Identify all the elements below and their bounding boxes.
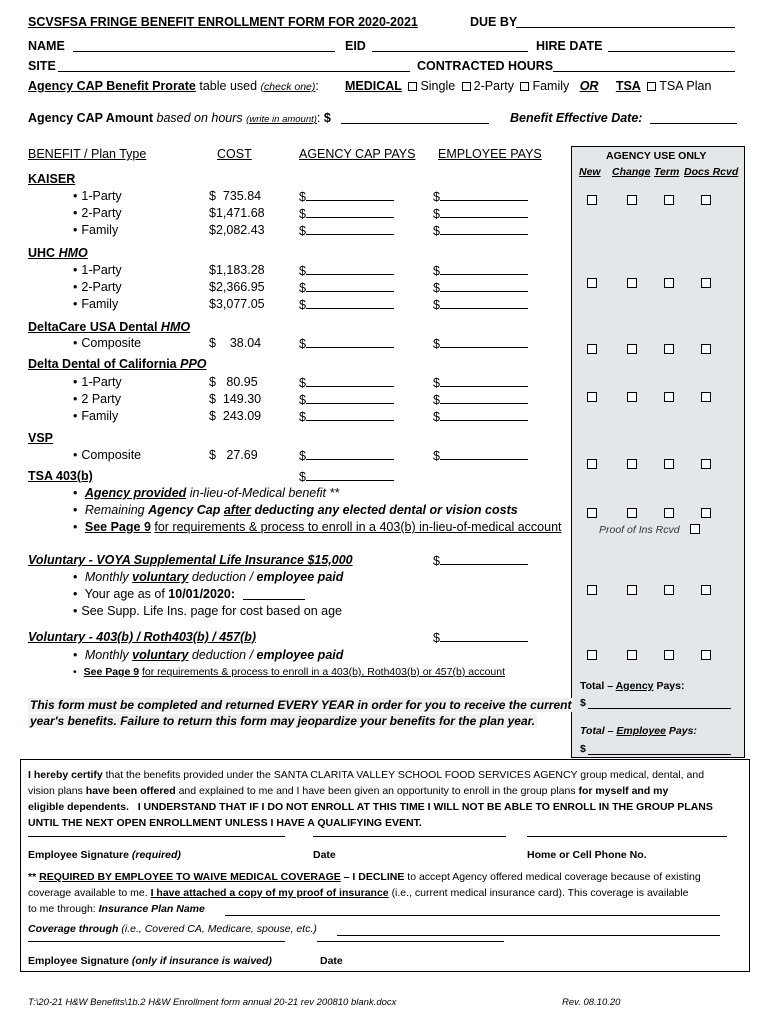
voya-new-checkbox[interactable] [587, 585, 597, 595]
certify-line-1-a: I hereby certify [28, 769, 103, 781]
certify-line-1 [28, 769, 704, 781]
uhc-row-cost: $1,183.28 [209, 263, 265, 277]
col-docs: Docs Rcvd [684, 166, 739, 178]
kaiser-new-checkbox[interactable] [587, 195, 597, 205]
vol403-line-2 [73, 666, 505, 678]
waive-line-1 [28, 871, 701, 883]
amount-line[interactable] [306, 448, 394, 460]
amount-line[interactable] [440, 553, 528, 565]
total-employee-field[interactable] [588, 743, 731, 755]
kaiser-row-label: • 2-Party [73, 206, 122, 220]
vol403-line-1-d: employee paid [256, 648, 344, 662]
employee-pays-field[interactable] [433, 336, 528, 351]
uhc-change-checkbox[interactable] [627, 278, 637, 288]
vsp-row-cost: $ 27.69 [209, 448, 258, 462]
tsa-docs-checkbox[interactable] [701, 508, 711, 518]
vol403-docs-checkbox[interactable] [701, 650, 711, 660]
waive-line-1-a: ** [28, 871, 37, 883]
signature-line-2[interactable] [28, 941, 285, 942]
amount-line[interactable] [440, 448, 528, 460]
uhc-new-checkbox[interactable] [587, 278, 597, 288]
dollar-sign: $ [299, 410, 306, 424]
total-agency-dollar: $ [580, 697, 586, 709]
amount-line[interactable] [306, 392, 394, 404]
total-agency-field[interactable] [588, 697, 731, 709]
kaiser-row-cost: $ 735.84 [209, 189, 262, 203]
dollar-sign: $ [433, 224, 440, 238]
tsa-line-2-d: deducting any elected dental or vision costs [254, 503, 518, 517]
family-label: Family [532, 79, 570, 93]
hire-date-label: HIRE DATE [536, 39, 603, 53]
delta-ca-docs-checkbox[interactable] [701, 392, 711, 402]
two-party-label: 2-Party [473, 79, 514, 93]
voya-line-2 [73, 587, 235, 601]
agency-use-title: AGENCY USE ONLY [606, 150, 707, 162]
tsa-line-2-a: Remaining [84, 503, 145, 517]
voya-line-2-c: : [230, 587, 236, 601]
amount-line[interactable] [440, 263, 528, 275]
tsa-line-3-b: for requirements & process to enroll in a 403(b) in-lieu-of-medical account [154, 520, 562, 534]
site-label: SITE [28, 59, 56, 73]
waive-line-2 [28, 887, 688, 899]
amount-line[interactable] [306, 297, 394, 309]
voya-line-1-b: voluntary [132, 570, 189, 584]
uhc-term-checkbox[interactable] [664, 278, 674, 288]
signature-line-1[interactable] [28, 836, 285, 837]
certify-line-3 [28, 801, 713, 813]
uhc-title-a: UHC [28, 246, 56, 260]
agency-pays-field[interactable] [299, 392, 394, 407]
col-employee-header: EMPLOYEE PAYS [438, 147, 542, 161]
dollar-sign: $ [299, 207, 306, 221]
dollar-sign: $ [299, 470, 306, 484]
agency-pays-field[interactable] [299, 375, 394, 390]
cap-amount-field[interactable] [341, 112, 489, 124]
employee-pays-field[interactable] [433, 223, 528, 238]
vol403-line-1-b: voluntary [132, 648, 189, 662]
delta-ca-row-cost: $ 149.30 [209, 392, 262, 406]
vol403-line-2-a: See Page 9 [83, 666, 140, 678]
tsa-line-1-a: Agency provided [84, 486, 187, 500]
medical-options [345, 79, 711, 93]
delta-ca-row-label: • Family [73, 409, 118, 423]
agency-pays-field[interactable] [299, 336, 394, 351]
waive-line-1-d: to accept Agency offered medical coverage because of existing [407, 871, 701, 883]
footer-rev: Rev. 08.10.20 [562, 997, 621, 1008]
delta-ca-row-label: • 2 Party [73, 392, 121, 406]
uhc-row-cost: $2,366.95 [209, 280, 265, 294]
employee-pays-field[interactable] [433, 280, 528, 295]
kaiser-term-checkbox[interactable] [664, 195, 674, 205]
certify-line-1-b: that the benefits provided under the SANTA CLARITA VALLEY SCHOOL FOOD SERVICES AGENCY group medical, dental, and [105, 769, 705, 781]
dollar-sign: $ [299, 376, 306, 390]
cap-amount-dollar: $ [323, 111, 331, 125]
col-plan-header: BENEFIT / Plan Type [28, 147, 147, 161]
check-one-note: (check one) [260, 81, 316, 93]
dollar-sign: $ [299, 393, 306, 407]
vsp-new-checkbox[interactable] [587, 459, 597, 469]
two-party-checkbox[interactable] [462, 82, 471, 91]
voya-line-1-d: employee paid [256, 570, 344, 584]
dollar-sign: $ [433, 207, 440, 221]
tsa-line-2-c: after [223, 503, 251, 517]
waive-line-4-b: (i.e., Covered CA, Medicare, spouse, etc.) [121, 923, 317, 935]
employee-pays-field[interactable] [433, 263, 528, 278]
dollar-sign: $ [433, 281, 440, 295]
amount-line[interactable] [306, 336, 394, 348]
amount-line[interactable] [306, 280, 394, 292]
notice-line-2: year's benefits. Failure to return this form may jeopardize your benefits for the plan year. [30, 714, 535, 728]
vol403-line-2-b: for requirements & process to enroll in a 403(b), Roth403(b) or 457(b) account [141, 666, 506, 678]
waive-line-2-b: I have attached a copy of my proof of insurance [150, 887, 389, 899]
delta-ca-row-cost: $ 243.09 [209, 409, 262, 423]
tsa-title: TSA 403(b) [28, 469, 93, 483]
dollar-sign: $ [433, 554, 440, 568]
dollar-sign: $ [299, 298, 306, 312]
vsp-change-checkbox[interactable] [627, 459, 637, 469]
kaiser-docs-checkbox[interactable] [701, 195, 711, 205]
delta-ca-new-checkbox[interactable] [587, 392, 597, 402]
amount-line[interactable] [440, 336, 528, 348]
employee-pays-field[interactable] [433, 189, 528, 204]
tsa-plan-checkbox[interactable] [647, 82, 656, 91]
hire-date-field[interactable] [608, 40, 735, 52]
amount-line[interactable] [440, 223, 528, 235]
total-employee-prefix: Total – [580, 725, 614, 737]
total-employee-suffix: Pays: [668, 725, 697, 737]
certify-line-2-d: for myself and my [578, 785, 669, 797]
employee-pays-field[interactable] [433, 392, 528, 407]
total-agency-prefix: Total – [580, 680, 614, 692]
signature-label-2-a: Employee Signature [28, 955, 129, 967]
amount-line[interactable] [306, 223, 394, 235]
certify-line-2 [28, 785, 668, 797]
amount-line[interactable] [440, 392, 528, 404]
uhc-title [28, 246, 88, 260]
phone-line[interactable] [527, 836, 727, 837]
date-label-2: Date [320, 955, 343, 967]
write-in-note: (write in amount) [246, 114, 317, 125]
signature-label-2 [28, 955, 272, 967]
employee-pays-field[interactable] [433, 409, 528, 424]
certify-line-2-a: vision plans [28, 785, 83, 797]
insurance-plan-field[interactable] [225, 904, 720, 916]
vsp-term-checkbox[interactable] [664, 459, 674, 469]
dollar-sign: $ [299, 224, 306, 238]
vsp-title: VSP [28, 431, 54, 445]
delta-ca-title-b: PPO [180, 357, 207, 371]
amount-line[interactable] [306, 206, 394, 218]
uhc-row-cost: $3,077.05 [209, 297, 265, 311]
uhc-row-label: • 1-Party [73, 263, 122, 277]
voya-line-3: • See Supp. Life Ins. page for cost based on age [73, 604, 342, 618]
certify-line-4: UNTIL THE NEXT OPEN ENROLLMENT UNLESS I HAVE A QUALIFYING EVENT. [28, 817, 422, 829]
total-agency-word: Agency [615, 680, 654, 692]
col-change: Change [612, 166, 651, 178]
kaiser-title: KAISER [28, 172, 76, 186]
dollar-sign: $ [299, 190, 306, 204]
cap-prorate-rest: table used [199, 79, 258, 93]
kaiser-change-checkbox[interactable] [627, 195, 637, 205]
delta-ca-change-checkbox[interactable] [627, 392, 637, 402]
waive-line-2-a: coverage available to me. [28, 887, 148, 899]
cap-prorate-label: Agency CAP Benefit Prorate [28, 79, 196, 93]
effective-date-label: Benefit Effective Date: [510, 111, 643, 125]
vol403-new-checkbox[interactable] [587, 650, 597, 660]
dollar-sign: $ [299, 449, 306, 463]
dollar-sign: $ [433, 264, 440, 278]
amount-line[interactable] [440, 297, 528, 309]
dollar-sign: $ [433, 449, 440, 463]
eid-field[interactable] [372, 40, 528, 52]
dollar-sign: $ [433, 190, 440, 204]
uhc-row-label: • 2-Party [73, 280, 122, 294]
cap-amount-rest: based on hours [156, 111, 243, 125]
signature-label-1-a: Employee Signature [28, 849, 129, 861]
amount-line[interactable] [306, 409, 394, 421]
uhc-title-b: HMO [58, 246, 88, 260]
due-by-label: DUE BY [470, 15, 518, 29]
certify-line-2-b: have been offered [85, 785, 176, 797]
waive-line-4-a: Coverage through [28, 923, 119, 935]
tsa-change-checkbox[interactable] [627, 508, 637, 518]
agency-pays-field[interactable] [299, 297, 394, 312]
kaiser-row-cost: $1,471.68 [209, 206, 265, 220]
dollar-sign: $ [433, 376, 440, 390]
vol403-line-1-a: Monthly [84, 648, 129, 662]
certify-line-2-c: and explained to me and I have been given an opportunity to enroll in the group plans [178, 785, 576, 797]
amount-line[interactable] [306, 469, 394, 481]
total-agency-suffix: Pays: [656, 680, 685, 692]
agency-pays-field[interactable] [299, 223, 394, 238]
waive-line-3-b: Insurance Plan Name [98, 903, 205, 915]
tsa-plan-label: TSA Plan [659, 79, 712, 93]
col-term: Term [654, 166, 680, 178]
employee-pays-field[interactable] [433, 206, 528, 221]
vol403-change-checkbox[interactable] [627, 650, 637, 660]
waive-line-1-c: – I DECLINE [343, 871, 405, 883]
amount-line[interactable] [440, 280, 528, 292]
employee-pays-field[interactable] [433, 553, 528, 568]
or-label: OR [579, 79, 599, 93]
waive-line-3 [28, 903, 205, 915]
signature-label-2-b: (only if insurance is waived) [131, 955, 272, 967]
total-employee-label [580, 725, 697, 737]
medical-label: MEDICAL [345, 79, 402, 93]
phone-label: Home or Cell Phone No. [527, 849, 647, 861]
voya-docs-checkbox[interactable] [701, 585, 711, 595]
deltacare-row-cost: $ 38.04 [209, 336, 262, 350]
amount-line[interactable] [440, 189, 528, 201]
amount-line[interactable] [306, 263, 394, 275]
signature-label-1 [28, 849, 181, 861]
age-field[interactable] [243, 588, 305, 600]
waive-line-3-a: to me through: [28, 903, 96, 915]
col-new: New [579, 166, 601, 178]
deltacare-row-label: • Composite [73, 336, 141, 350]
waive-line-1-b: REQUIRED BY EMPLOYEE TO WAIVE MEDICAL COVERAGE [39, 871, 341, 883]
employee-pays-field[interactable] [433, 448, 528, 463]
delta-ca-row-label: • 1-Party [73, 375, 122, 389]
deltacare-title-a: DeltaCare USA Dental [28, 320, 158, 334]
name-label: NAME [28, 39, 65, 53]
footer-path: T:\20-21 H&W Benefits\1b.2 H&W Enrollment form annual 20-21 rev 200810 blank.docx [28, 997, 397, 1008]
vsp-docs-checkbox[interactable] [701, 459, 711, 469]
dollar-sign: $ [433, 337, 440, 351]
dollar-sign: $ [299, 264, 306, 278]
amount-line[interactable] [440, 409, 528, 421]
date-line-2[interactable] [317, 941, 504, 942]
voya-line-1 [73, 570, 343, 584]
date-label-1: Date [313, 849, 336, 861]
name-field[interactable] [73, 40, 335, 52]
waive-line-2-c: (i.e., current medical insurance card). This coverage is available [391, 887, 689, 899]
contracted-hours-field[interactable] [553, 60, 735, 72]
col-agency-header: AGENCY CAP PAYS [299, 147, 416, 161]
dollar-sign: $ [433, 393, 440, 407]
deltacare-title [28, 320, 190, 334]
deltacare-docs-checkbox[interactable] [701, 344, 711, 354]
tsa-line-1-b: in-lieu-of-Medical benefit ** [189, 486, 340, 500]
dollar-sign: $ [299, 337, 306, 351]
voya-line-1-a: Monthly [84, 570, 129, 584]
col-cost-header: COST [217, 147, 252, 161]
kaiser-row-label: • 1-Party [73, 189, 122, 203]
delta-ca-row-cost: $ 80.95 [209, 375, 258, 389]
signature-label-1-b: (required) [131, 849, 181, 861]
agency-pays-field[interactable] [299, 469, 394, 484]
site-field[interactable] [58, 60, 410, 72]
family-checkbox[interactable] [520, 82, 529, 91]
agency-pays-field[interactable] [299, 206, 394, 221]
effective-date-field[interactable] [650, 112, 737, 124]
delta-ca-title-a: Delta Dental of California [28, 357, 177, 371]
agency-pays-field[interactable] [299, 263, 394, 278]
employee-pays-field[interactable] [433, 630, 528, 645]
dollar-sign: $ [433, 410, 440, 424]
tsa-line-2-b: Agency Cap [148, 503, 221, 517]
notice-line-1: This form must be completed and returned EVERY YEAR in order for you to receive the current [30, 698, 572, 712]
amount-line[interactable] [440, 630, 528, 642]
employee-pays-field[interactable] [433, 375, 528, 390]
dollar-sign: $ [433, 631, 440, 645]
agency-pays-field[interactable] [299, 448, 394, 463]
cap-prorate-row: Agency CAP Benefit Prorate table used (check one): [28, 79, 319, 93]
vol403-line-1-c: deduction / [191, 648, 254, 662]
waive-line-4 [28, 923, 317, 935]
agency-pays-field[interactable] [299, 409, 394, 424]
uhc-docs-checkbox[interactable] [701, 278, 711, 288]
voya-line-2-b: 10/01/2020 [168, 587, 231, 601]
deltacare-title-b: HMO [160, 320, 191, 334]
voya-line-2-a: Your age as of [84, 587, 165, 601]
dollar-sign: $ [433, 298, 440, 312]
vol403-line-1 [73, 648, 343, 662]
tsa-line-3-a: See Page 9 [84, 520, 151, 534]
delta-ca-term-checkbox[interactable] [664, 392, 674, 402]
agency-pays-field[interactable] [299, 189, 394, 204]
agency-use-panel [571, 146, 745, 758]
voya-change-checkbox[interactable] [627, 585, 637, 595]
total-employee-word: Employee [616, 725, 666, 737]
agency-pays-field[interactable] [299, 280, 394, 295]
tsa-line-1 [73, 486, 339, 500]
single-label: Single [420, 79, 456, 93]
dollar-sign: $ [299, 281, 306, 295]
deltacare-new-checkbox[interactable] [587, 344, 597, 354]
uhc-row-label: • Family [73, 297, 118, 311]
tsa-term-checkbox[interactable] [664, 508, 674, 518]
certify-line-3-b: I UNDERSTAND THAT IF I DO NOT ENROLL AT THIS TIME I WILL NOT BE ABLE TO ENROLL IN THE GROUP PLANS [137, 801, 713, 813]
amount-line[interactable] [440, 206, 528, 218]
proof-ins-checkbox[interactable] [690, 524, 700, 534]
certify-line-3-a: eligible dependents. [28, 801, 129, 813]
cap-amount-row: Agency CAP Amount based on hours (write in amount): $ [28, 111, 331, 125]
amount-line[interactable] [306, 189, 394, 201]
voya-line-1-c: deduction / [191, 570, 254, 584]
deltacare-change-checkbox[interactable] [627, 344, 637, 354]
delta-ca-title [28, 357, 207, 371]
amount-line[interactable] [440, 375, 528, 387]
kaiser-row-cost: $2,082.43 [209, 223, 265, 237]
deltacare-term-checkbox[interactable] [664, 344, 674, 354]
contracted-hours-label: CONTRACTED HOURS [417, 59, 554, 73]
cap-amount-label: Agency CAP Amount [28, 111, 154, 125]
vol403-term-checkbox[interactable] [664, 650, 674, 660]
tsa-label: TSA [615, 79, 641, 93]
employee-pays-field[interactable] [433, 297, 528, 312]
tsa-line-2 [73, 503, 518, 517]
amount-line[interactable] [306, 375, 394, 387]
voya-title: Voluntary - VOYA Supplemental Life Insurance $15,000 [28, 553, 353, 567]
proof-ins-label: Proof of Ins Rcvd [599, 524, 680, 536]
coverage-through-field[interactable] [337, 924, 720, 936]
date-line-1[interactable] [313, 836, 506, 837]
eid-label: EID [345, 39, 366, 53]
tsa-new-checkbox[interactable] [587, 508, 597, 518]
due-by-field[interactable] [516, 16, 735, 28]
total-agency-label [580, 680, 684, 692]
tsa-line-3 [73, 520, 562, 534]
vsp-row-label: • Composite [73, 448, 141, 462]
total-employee-dollar: $ [580, 743, 586, 755]
form-title: SCVSFSA FRINGE BENEFIT ENROLLMENT FORM FOR 2020-2021 [28, 15, 418, 29]
single-checkbox[interactable] [408, 82, 417, 91]
voya-term-checkbox[interactable] [664, 585, 674, 595]
kaiser-row-label: • Family [73, 223, 118, 237]
vol403-title: Voluntary - 403(b) / Roth403(b) / 457(b) [28, 630, 257, 644]
